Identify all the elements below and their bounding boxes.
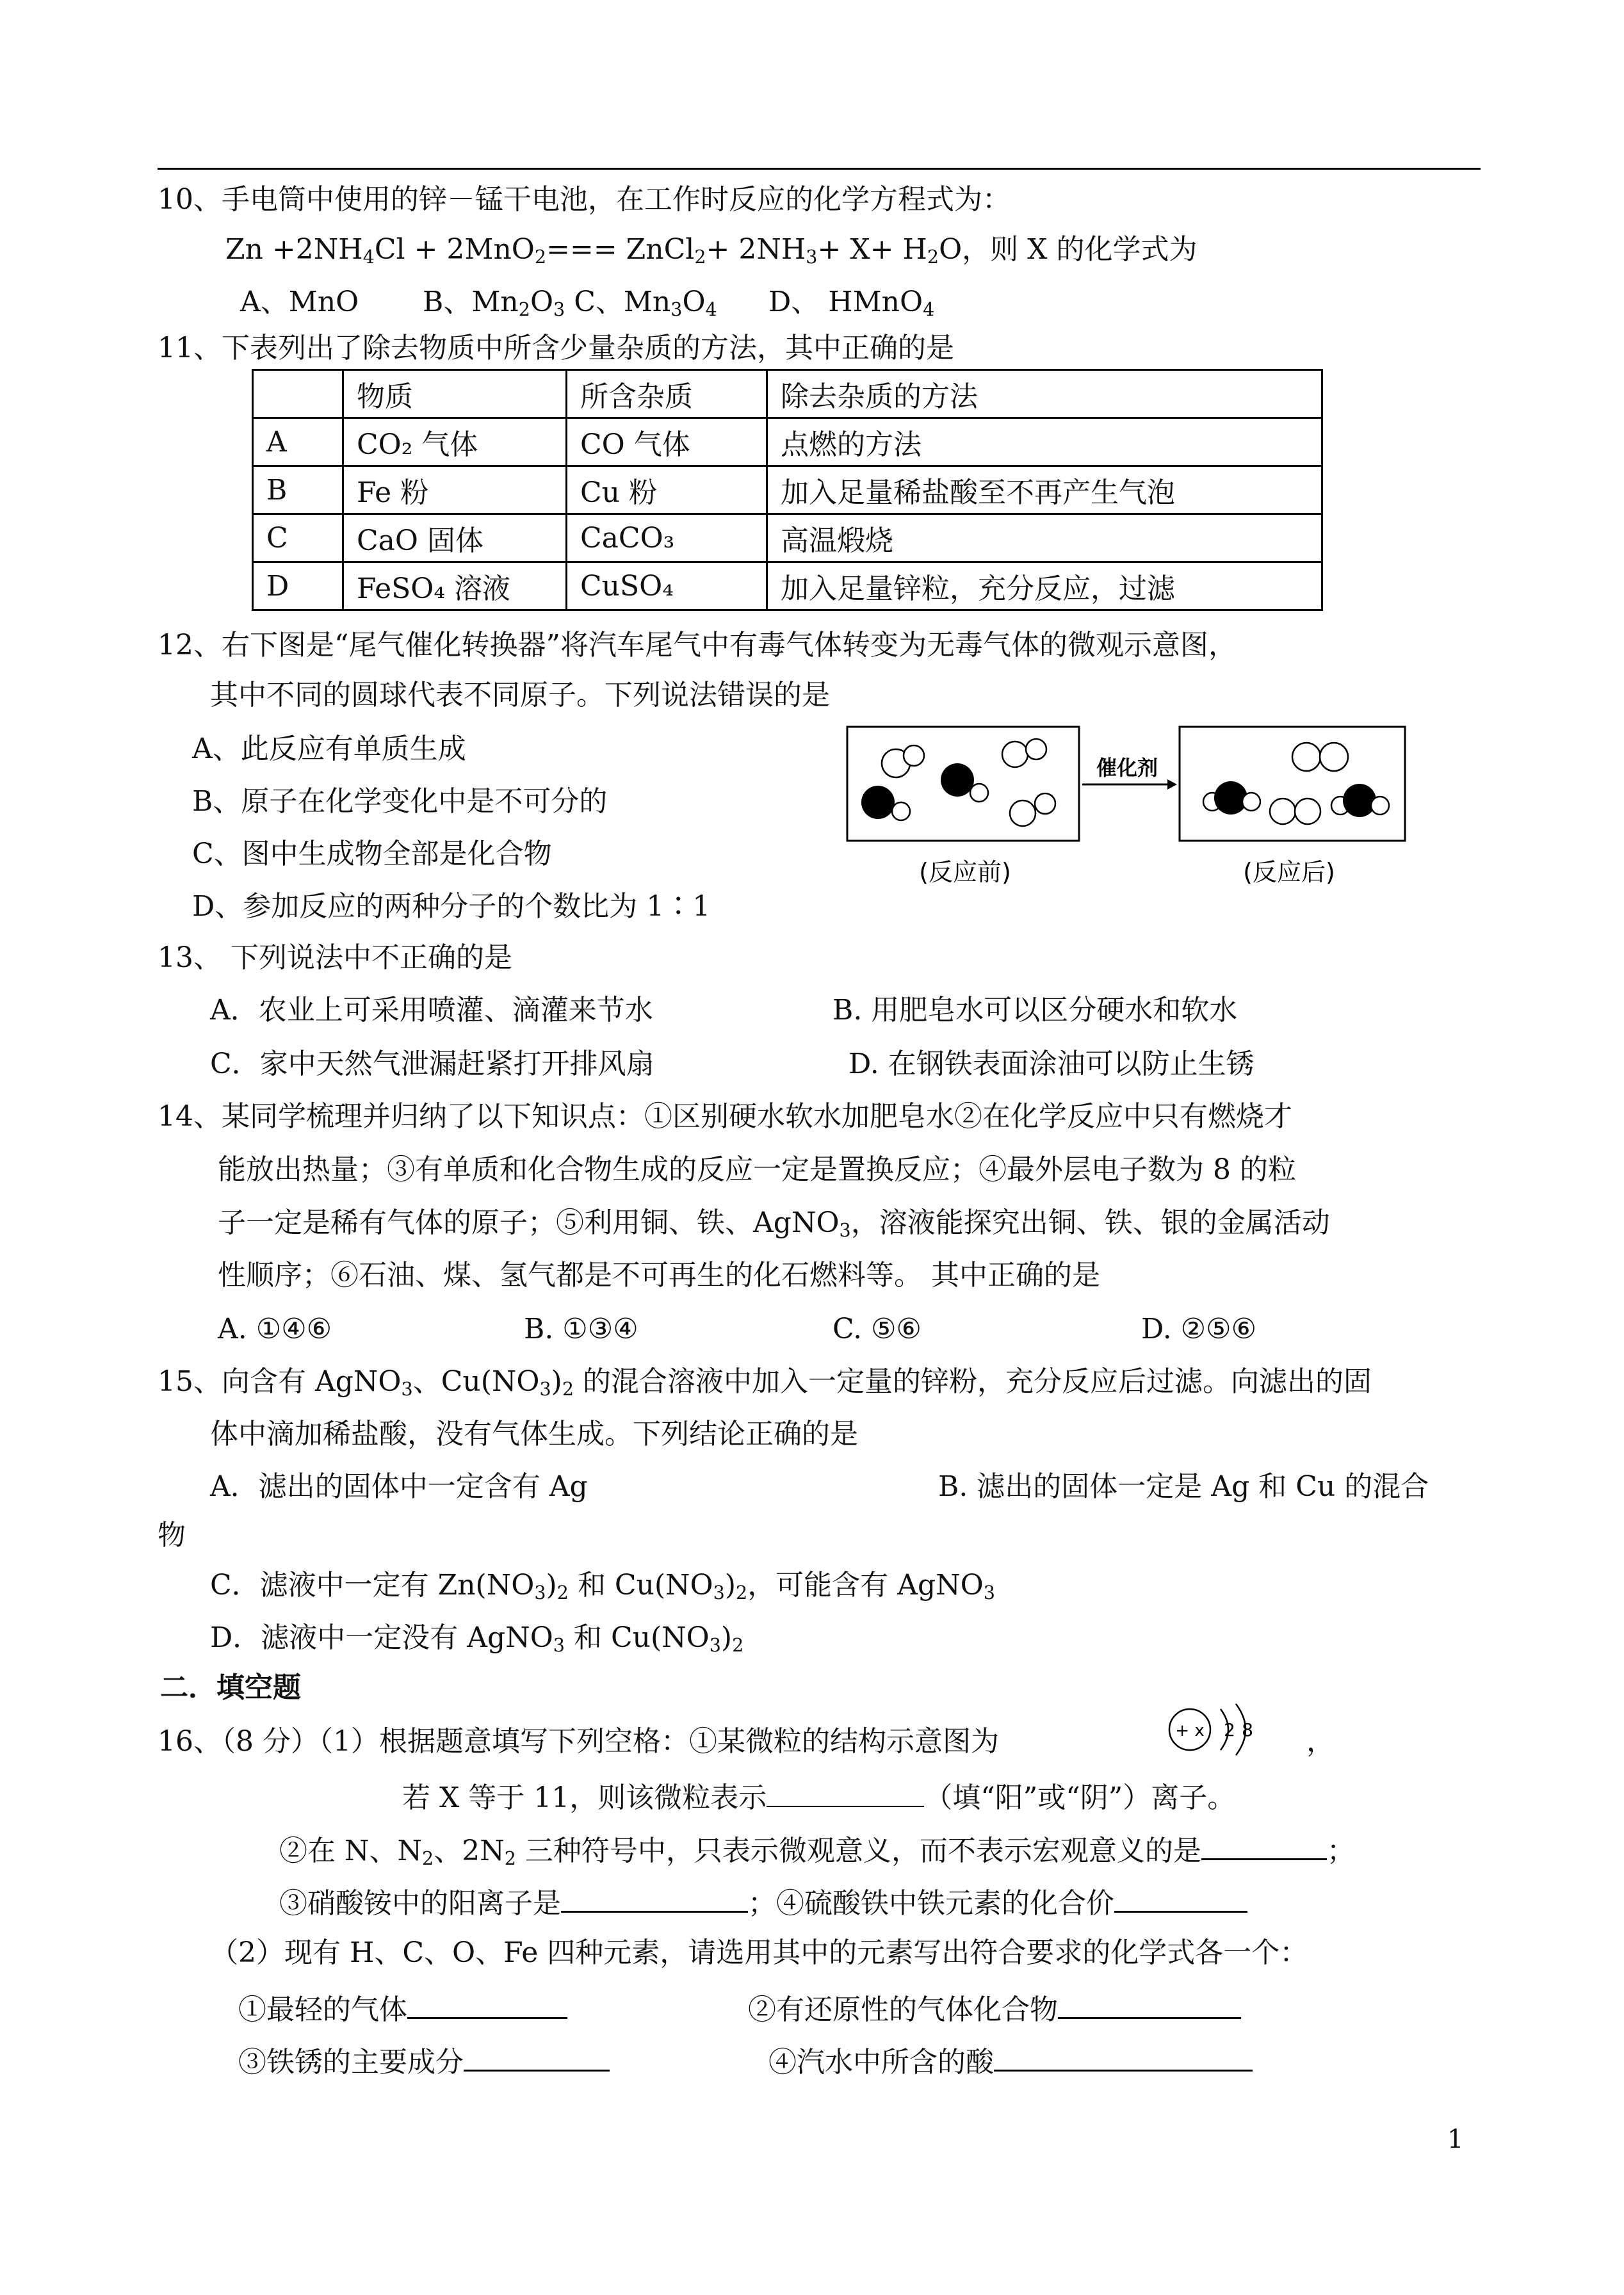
after-caption: (反应后): [1243, 858, 1335, 886]
before-box: [847, 727, 1079, 841]
table-cell: 加入足量锌粒，充分反应，过滤: [767, 562, 1322, 610]
catalyst-label: 催化剂: [1096, 756, 1158, 780]
after-box: [1180, 727, 1405, 841]
q12-option-d: D、参加反应的两种分子的个数比为 1∶1: [192, 890, 711, 923]
q12-option-c: C、图中生成物全部是化合物: [192, 838, 552, 870]
table-cell: CO 气体: [567, 418, 767, 466]
table-cell: 加入足量稀盐酸至不再产生气泡: [767, 466, 1322, 514]
q16-item4: ④汽水中所含的酸: [768, 2044, 1253, 2077]
answer-blank-valence[interactable]: [1114, 1885, 1247, 1913]
table-header-cell: [253, 370, 343, 418]
q10-option-b-c: B、$Mn_2O_3$ C、$Mn_3O_4$: [423, 286, 717, 321]
q16-line3: ②在 N、$N_2$、$2N_2$ 三种符号中，只表示微观意义，而不表示宏观意义的是 ；: [279, 1833, 1355, 1865]
header-rule: [158, 168, 1481, 170]
q11-stem: 11、下表列出了除去物质中所含少量杂质的方法，其中正确的是: [158, 332, 954, 364]
answer-blank-ion-type[interactable]: [767, 1780, 924, 1807]
before-caption: (反应前): [919, 858, 1011, 886]
table-cell: B: [253, 466, 343, 514]
q15-option-b: B. 滤出的固体一定是 Ag 和 Cu 的混合: [938, 1470, 1429, 1503]
q12-stem-line2: 其中不同的圆球代表不同原子。下列说法错误的是: [210, 679, 830, 711]
q10-option-a: A、MnO: [240, 286, 359, 318]
q12-stem-line1: 12、右下图是“尾气催化转换器”将汽车尾气中有毒气体转变为无毒气体的微观示意图，: [158, 629, 1237, 661]
table-cell: CaCO₃: [567, 514, 767, 562]
reaction-diagram: [842, 724, 1418, 903]
nucleus-label: + x: [1175, 1721, 1205, 1740]
table-row: [253, 418, 1322, 466]
table-header-cell: 所含杂质: [567, 370, 767, 418]
q16-line2: 若 X 等于 11，则该微粒表示 （填“阳”或“阴”）离子。: [402, 1781, 1236, 1814]
q13-option-a: A．农业上可采用喷灌、滴灌来节水: [210, 994, 653, 1026]
answer-blank-lightest-gas[interactable]: [407, 1991, 567, 2019]
answer-blank-cation[interactable]: [561, 1885, 748, 1913]
atom-structure-diagram: [1158, 1700, 1286, 1758]
catalyst-arrow: [1082, 756, 1177, 790]
q14-line2: 能放出热量；③有单质和化合物生成的反应一定是置换反应；④最外层电子数为 8 的粒: [218, 1153, 1296, 1186]
table-cell: CO₂ 气体: [343, 418, 567, 466]
table-cell: CaO 固体: [343, 514, 567, 562]
table-header-cell: 除去杂质的方法: [767, 370, 1322, 418]
section-heading: 二．填空题: [160, 1671, 301, 1704]
table-cell: 高温煅烧: [767, 514, 1322, 562]
q14-option-c: C. ⑤⑥: [832, 1313, 922, 1345]
q15-option-c: C．滤液中一定有 $Zn(NO_3)_2$ 和 $Cu(NO_3)_2$，可能含有 AgNO$_3$: [210, 1569, 995, 1604]
table-cell: D: [253, 562, 343, 610]
q10-equation: $Zn +2NH_4Cl + 2MnO_2===$ ZnCl$_2$+ $2NH_3+ X+ H_2O$，则 X 的化学式为: [225, 233, 1198, 268]
q15-option-a: A．滤出的固体中一定含有 Ag: [210, 1470, 588, 1503]
q16-line1: 16、（8 分）（1）根据题意填写下列空格：①某微粒的结构示意图为: [158, 1725, 999, 1758]
q10-stem: 10、手电筒中使用的锌－锰干电池，在工作时反应的化学方程式为：: [158, 183, 1011, 216]
q12-option-a: A、此反应有单质生成: [192, 733, 466, 765]
table-header-row: [253, 370, 1322, 418]
q12-option-b: B、原子在化学变化中是不可分的: [192, 785, 608, 818]
q16-item1: ①最轻的气体: [238, 1991, 567, 2024]
q13-option-c: C．家中天然气泄漏赶紧打开排风扇: [210, 1048, 654, 1080]
table-row: [253, 562, 1322, 610]
table-header-cell: 物质: [343, 370, 567, 418]
q13-stem: 13、 下列说法中不正确的是: [158, 941, 512, 974]
q15-line2: 体中滴加稀盐酸，没有气体生成。下列结论正确的是: [210, 1418, 858, 1450]
q14-line3: 子一定是稀有气体的原子；⑤利用铜、铁、AgNO$_3$，溶液能探究出铜、铁、银的金属活动: [218, 1206, 1330, 1242]
table-row: [253, 466, 1322, 514]
table-cell: Cu 粉: [567, 466, 767, 514]
q15-option-d: D．滤液中一定没有 AgNO$_3$ 和 $Cu(NO_3)_2$: [210, 1621, 744, 1657]
q16-line1-end: ，: [1306, 1725, 1335, 1758]
answer-blank-soda-acid[interactable]: [994, 2044, 1253, 2072]
q16-line4: ③硝酸铵中的阳离子是 ；④硫酸铁中铁元素的化合价: [279, 1885, 1247, 1918]
q16-line5: （2）现有 H、C、O、Fe 四种元素，请选用其中的元素写出符合要求的化学式各一个：: [210, 1936, 1308, 1969]
table-cell: C: [253, 514, 343, 562]
shell2-electrons: 8: [1242, 1719, 1253, 1740]
answer-blank-reducing-gas[interactable]: [1058, 1991, 1241, 2019]
table-row: [253, 514, 1322, 562]
q14-line4: 性顺序；⑥石油、煤、氢气都是不可再生的化石燃料等。 其中正确的是: [218, 1259, 1100, 1292]
table-cell: 点燃的方法: [767, 418, 1322, 466]
answer-blank-micro-symbol[interactable]: [1201, 1833, 1327, 1860]
q16-item3: ③铁锈的主要成分: [238, 2044, 610, 2077]
q15-option-b-continued: 物: [158, 1519, 186, 1552]
table-cell: A: [253, 418, 343, 466]
answer-blank-rust[interactable]: [464, 2044, 610, 2072]
q14-option-d: D. ②⑤⑥: [1141, 1313, 1257, 1345]
q13-option-b: B. 用肥皂水可以区分硬水和软水: [832, 994, 1238, 1026]
table-cell: FeSO₄ 溶液: [343, 562, 567, 610]
impurity-table: [252, 369, 1323, 611]
q15-line1: 15、向含有 AgNO$_3$、$Cu(NO_3)_2$ 的混合溶液中加入一定量的锌粉，充分反应后过滤。向滤出的固: [158, 1365, 1372, 1400]
page-number: 1: [1447, 2125, 1464, 2154]
q13-option-d: D. 在钢铁表面涂油可以防止生锈: [849, 1048, 1255, 1080]
q14-option-a: A. ①④⑥: [218, 1313, 332, 1345]
q10-option-d: D、 HMnO$_4$: [768, 286, 935, 321]
table-cell: Fe 粉: [343, 466, 567, 514]
q16-item2: ②有还原性的气体化合物: [748, 1991, 1241, 2024]
q14-line1: 14、某同学梳理并归纳了以下知识点：①区别硬水软水加肥皂水②在化学反应中只有燃烧才: [158, 1100, 1292, 1133]
table-cell: CuSO₄: [567, 562, 767, 610]
shell1-electrons: 2: [1224, 1719, 1235, 1740]
q14-option-b: B. ①③④: [524, 1313, 638, 1345]
